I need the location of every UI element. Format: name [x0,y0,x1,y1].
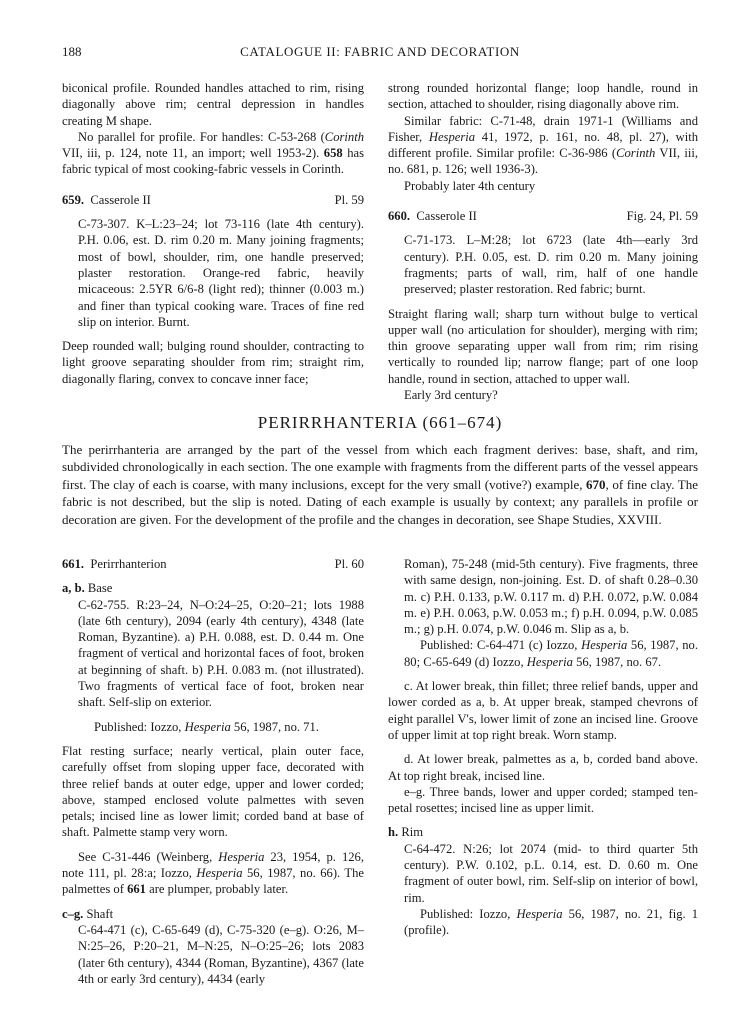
subentry-ab-data: C-62-755. R:23–24, N–O:24–25, O:20–21; lots 1988 (late 6th century), 2094 (early 4th century), 4348 (late Roman, Byzantine). a) P.H. 0.088, est. D. 0.44 m. One fragment of vertical and horizontal faces of foot, broken at beginning of shaft. b) P.H. 0.083 m. (not illustrated). Two fragments of vertical face of foot, broken near shaft. Self-slip on exterior. [78,597,364,710]
entry-name: Perirrhanterion [90,557,167,571]
parallels-note: No parallel for profile. For handles: C-53-268 (Corinth VII, iii, p. 124, note 11, an import; well 1953-2). 658 has fabric typical of most cooking-fabric vessels in Corinth. [62,129,364,177]
entry-660-data: C-71-173. L–M:28; lot 6723 (late 4th—early 3rd century). P.H. 0.05, est. D. rim 0.20 m. Many joining fragments; parts of wall, rim, half of one handle preserved; plaster restoration. Red fabric; burnt. [404,233,698,297]
plate-reference: Pl. 60 [334,557,364,571]
subentry-cg-heading: c–g. Shaft [62,906,114,921]
continued-description: biconical profile. Rounded handles attached to rim, rising diagonally above rim; central depression in handles creating M shape. [62,81,364,128]
section-introduction: The perirrhanteria are arranged by the part of the vessel from which each fragment derives: base, shaft, and rim, subdivided chronologically in each section. The one example with fragments from the different parts of the vessel appears first. The clay of each is coarse, with many inclusions, except for the very small (votive?) example, 670, of fine clay. The fabric is not described, but the slip is noted. Dating of each example is usually by context; any parallels in profile or decoration are given. For the development of the profile and the changes in decoration, see Shape Studies, XXVIII. [62,442,699,527]
subentry-ab-comparanda: See C-31-446 (Weinberg, Hesperia 23, 1954, p. 126, note 111, pl. 28:a; Iozzo, Hesperia 56, 1987, no. 66). The palmettes of 661 are plumper, probably later. [62,849,364,897]
subentry-cg-data-continued: Roman), 75-248 (mid-5th century). Five fragments, three with same design, non-joining. Est. D. of shaft 0.28–0.30 m. c) P.H. 0.133, p.W. 0.117 m. d) P.H. 0.072, p.W. 0.084 m. e) P.H. 0.063, p.W. 0.053 m.; f) p.H. 0.094, p.W. 0.085 m.; g) p.H. 0.074, p.W. 0.046 m. Slip as a, b. [404,557,698,637]
continued-description: strong rounded horizontal flange; loop handle, round in section, attached to shoulder, rising diagonally above rim. [388,81,698,112]
subentry-cg-publication: Published: C-64-471 (c) Iozzo, Hesperia 56, 1987, no. 80; C-65-649 (d) Iozzo, Hesperia 56, 1987, no. 67. [404,638,698,669]
fragment-eg-description: e–g. Three bands, lower and upper corded; stamped ten-petal rosettes; incised line as upper limit. [388,784,698,816]
entry-660-description: Straight flaring wall; sharp turn without bulge to vertical upper wall (no articulation for shoulder), merging with rim; thin groove separating upper wall from rim; rim rising vertically to rounded lip; narrow flange; part of one loop handle, round in section, attached to upper wall. [388,306,698,386]
plate-reference: Pl. 59 [334,192,364,207]
plate-reference: Fig. 24, Pl. 59 [626,209,698,224]
subentry-h-heading: h. Rim [388,825,424,840]
entry-number: 659. [62,192,85,207]
entry-number: 660. [388,209,411,224]
subentry-h-data: C-64-472. N:26; lot 2074 (mid- to third quarter 5th century). P.W. 0.102, p.L. 0.14, est. D. 0.60 m. One fragment of outer bowl, rim. Self-slip on interior of bowl, rim. [404,841,698,905]
section-heading: PERIRRHANTERIA (661–674) [257,413,503,432]
page-number: 188 [62,44,82,59]
left-column-top [62,80,364,387]
subentry-h-publication: Published: Iozzo, Hesperia 56, 1987, no. 21, fig. 1 (profile). [404,906,699,938]
entry-660-date: Early 3rd century? [404,388,498,403]
right-column-top [388,80,698,403]
entry-659-heading [62,192,364,208]
entry-661-heading [62,556,364,572]
subentry-ab-heading: a, b. Base [62,581,113,596]
entry-name: Casserole II [90,192,151,207]
subentry-cg-data: C-64-471 (c), C-65-649 (d), C-75-320 (e–g). O:26, M–N:25–26, P:20–21, M–N:25, N–O:25–26; lots 2083 (later 6th century), 4344 (Roman, Byzantine), 4367 (late 4th or early 3rd century), 4434 (early [78,922,364,986]
running-header [62,44,698,66]
fragment-c-description: c. At lower break, thin fillet; three relief bands, upper and lower corded as a, b. At upper break, stamped chevrons of eight parallel V's, lower limit of zone an incised line. Groove of upper limit at top right break. Worn stamp. [388,679,698,742]
entry-number: 661. [62,557,85,571]
entry-659-data: C-73-307. K–L:23–24; lot 73-116 (late 4th century). P.H. 0.06, est. D. rim 0.20 m. Many joining fragments; most of bowl, shoulder, rim, one handle preserved; plaster restoration. Orange-red fabric, heavily micaceous: 2.5YR 6/6-8 (light red); thinner (0.003 m.) and finer than typical cooking ware. Traces of fine red slip on interior. Burnt. [78,217,364,329]
fragment-d-description: d. At lower break, palmettes as a, b, corded band above. At top right break, incised line. [388,752,698,783]
entry-660-heading [388,208,698,224]
entry-name: Casserole II [416,209,477,224]
right-column-bottom [388,556,698,939]
subentry-ab-publication: Published: Iozzo, Hesperia 56, 1987, no. 71. [94,719,319,734]
entry-659-description: Deep rounded wall; bulging round shoulder, contracting to light groove separating shoulder from rim; straight rim, diagonally flaring, convex to concave inner face; [62,339,364,386]
subentry-ab-description: Flat resting surface; nearly vertical, plain outer face, carefully offset from sloping upper face, decorated with three relief bands at outer edge, upper and lower corded; above, stamped enclosed volute palmettes with seven petals; incised line as lower limit; corded band at base of shaft. Palmette stamp very worn. [62,743,364,840]
date-note: Probably later 4th century [404,178,536,193]
running-title: CATALOGUE II: FABRIC AND DECORATION [240,44,520,59]
left-column-bottom [62,556,364,987]
parallels-note: Similar fabric: C-71-48, drain 1971-1 (Williams and Fisher, Hesperia 41, 1972, p. 161, no. 48, pl. 27), with different profile. Similar profile: C-36-986 (Corinth VII, iii, no. 681, p. 126; well 1936-3). [388,113,699,177]
